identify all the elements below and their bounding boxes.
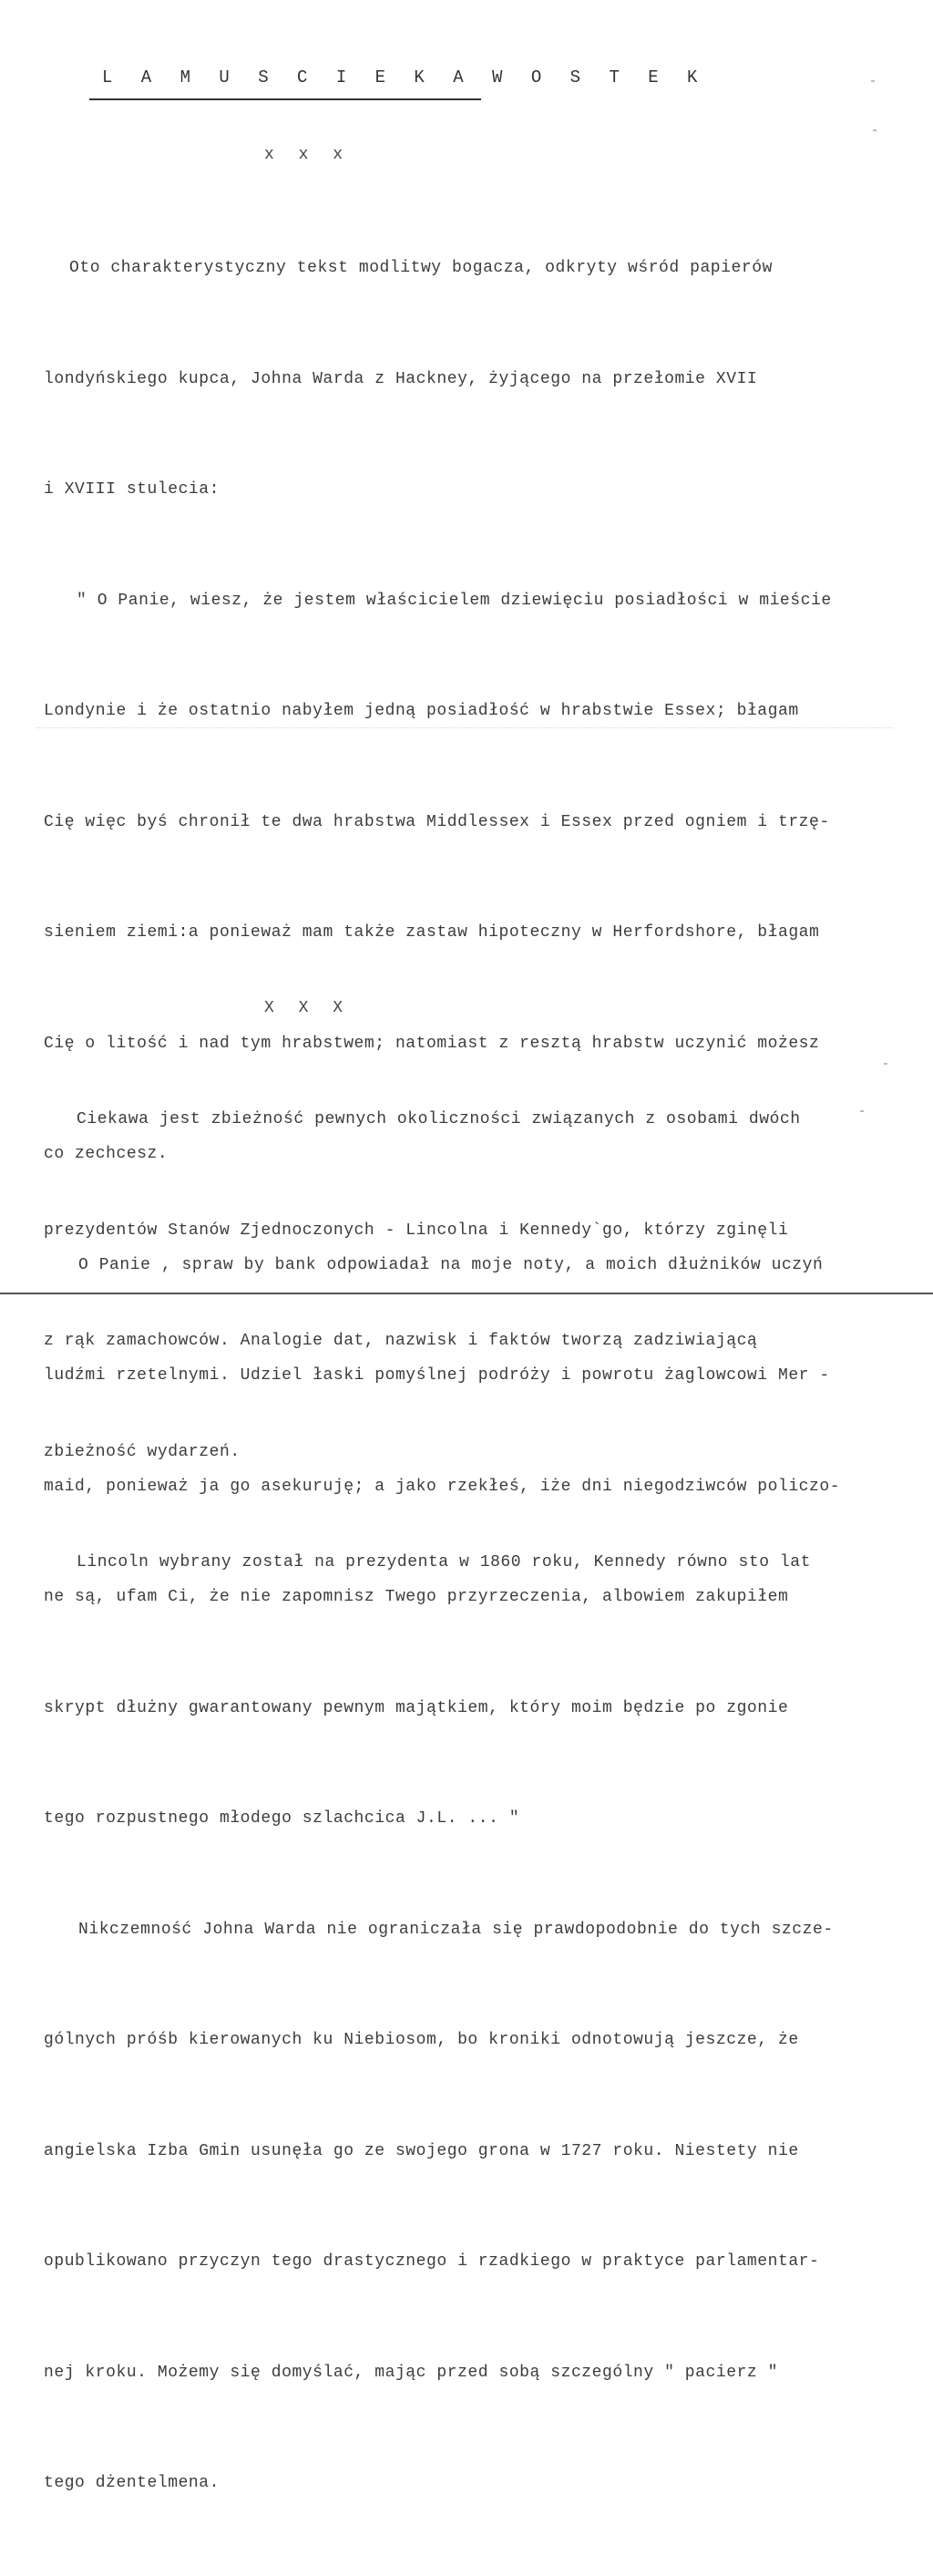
text-line: prezydentów Stanów Zjednoczonych - Lincolna i Kennedy`go, którzy zginęli [44, 1221, 789, 1240]
text-line: i XVIII stulecia: [44, 480, 220, 499]
text-line: maid, ponieważ ja go asekuruję; a jako rzekłeś, iże dni niegodziwców policzo- [44, 1477, 841, 1496]
text-line: gólnych próśb kierowanych ku Niebiosom, bo kroniki odnotowują jeszcze, że [44, 2031, 799, 2049]
text-line: ludźmi rzetelnymi. Udziel łaski pomyślnej podróży i powrotu żaglowcowi Mer - [44, 1366, 830, 1385]
page-speck [871, 80, 875, 82]
text-line: Nikczemność Johna Warda nie ograniczała się prawdopodobnie do tych szcze- [78, 1920, 834, 1939]
header-underline [89, 98, 481, 100]
text-line: Ciekawa jest zbieżność pewnych okoliczności związanych z osobami dwóch [77, 1110, 801, 1128]
section-marker-1: x x x [264, 146, 351, 164]
page-speck [873, 129, 877, 131]
section-marker-2: X X X [264, 999, 351, 1017]
page-header-title: L A M U S C I E K A W O S T E K [102, 67, 707, 88]
text-line: co zechcesz. [44, 1145, 169, 1163]
text-line: tego rozpustnego młodego szlachcica J.L. ... " [44, 1809, 520, 1828]
text-line: z rąk zamachowców. Analogie dat, nazwisk i faktów tworzą zadziwiającą [44, 1332, 758, 1350]
text-line: skrypt dłużny gwarantowany pewnym majątkiem, który moim będzie po zgonie [44, 1698, 789, 1717]
text-line: ne są, ufam Ci, że nie zapomnisz Twego przyrzeczenia, albowiem zakupiłem [44, 1588, 789, 1606]
text-line: sieniem ziemi:a ponieważ mam także zastaw hipoteczny w Herfordshore, błagam [44, 923, 820, 942]
text-line: tego dżentelmena. [44, 2474, 220, 2492]
text-line: O Panie , spraw by bank odpowiadał na moje noty, a moich dłużników uczyń [78, 1255, 824, 1274]
section-2-text [44, 1027, 891, 1655]
faint-divider-line [36, 727, 893, 728]
page-speck [884, 1063, 887, 1065]
text-line: Cię więc byś chronił te dwa hrabstwa Middlessex i Essex przed ogniem i trzę- [44, 812, 830, 831]
text-line: opublikowano przyczyn tego drastycznego i rzadkiego w praktyce parlamentar- [44, 2252, 820, 2271]
text-line: londyńskiego kupca, Johna Warda z Hackney, żyjącego na przełomie XVII [44, 369, 758, 388]
text-line: Oto charakterystyczny tekst modlitwy bogacza, odkryty wśród papierów [69, 259, 773, 277]
text-line: Lincoln wybrany został na prezydenta w 1860 roku, Kennedy równo sto lat [77, 1553, 811, 1571]
text-line: Londynie i że ostatnio nabyłem jedną posiadłość w hrabstwie Essex; błagam [44, 702, 799, 720]
text-line: " O Panie, wiesz, że jestem właścicielem dziewięciu posiadłości w mieście [77, 591, 832, 610]
text-line: zbieżność wydarzeń. [44, 1442, 241, 1461]
text-line: nej kroku. Możemy się domyślać, mając przed sobą szczególny " pacierz " [44, 2363, 778, 2382]
page-speck [860, 1110, 864, 1112]
page-bottom-edge [0, 1293, 933, 1294]
text-line: Cię o litość i nad tym hrabstwem; natomiast z resztą hrabstw uczynić możesz [44, 1034, 820, 1053]
text-line: angielska Izba Gmin usunęła go ze swojego grona w 1727 roku. Niestety nie [44, 2141, 799, 2160]
